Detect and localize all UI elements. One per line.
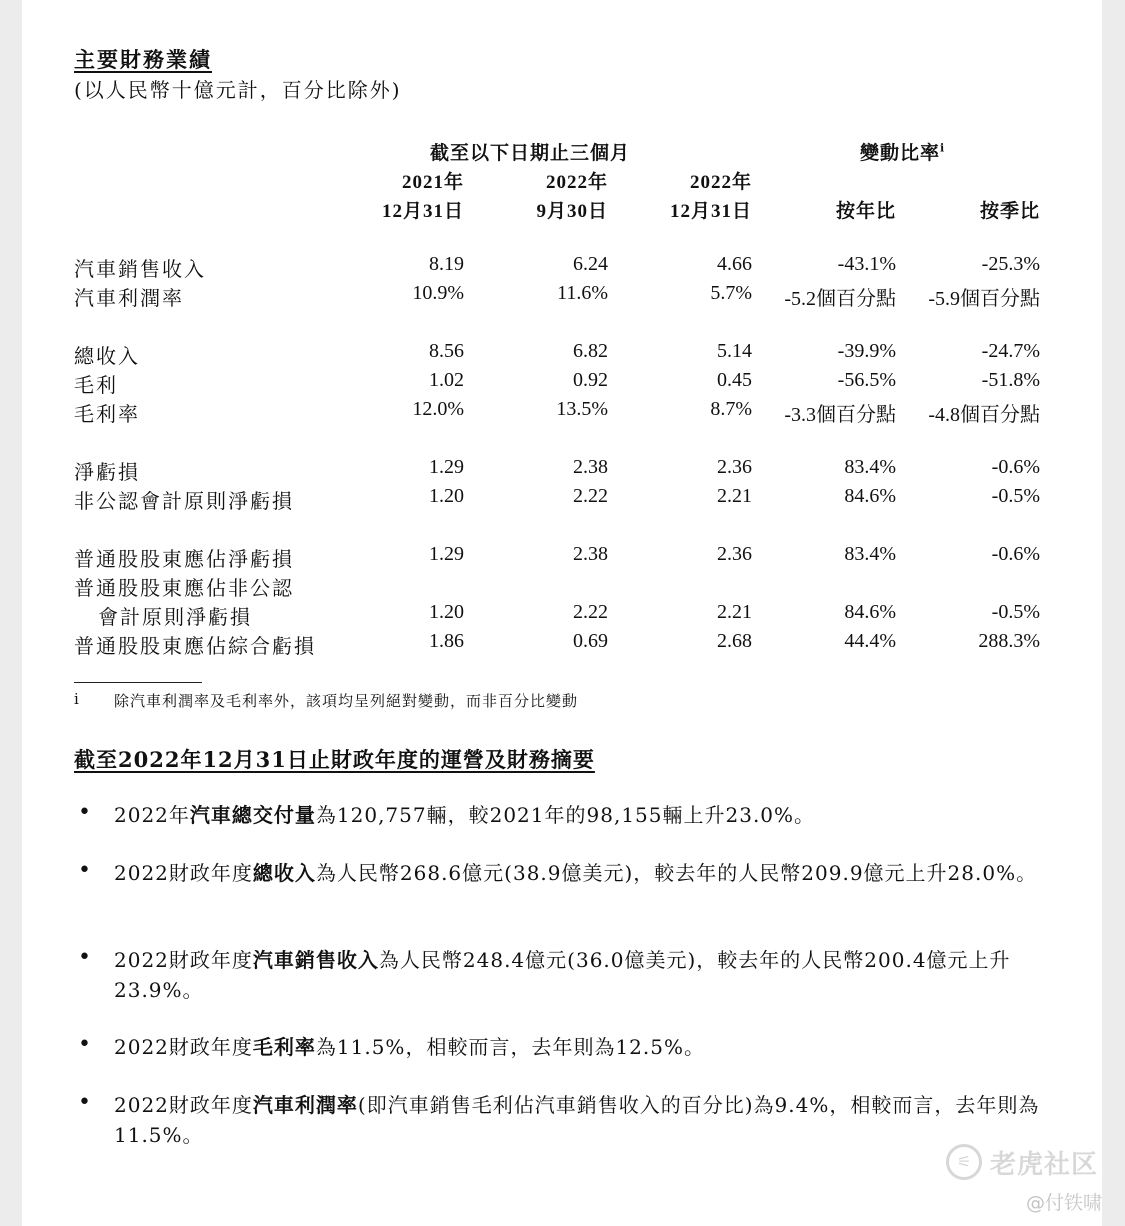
cell-v1: 12.0% [412,398,464,420]
cell-qoq: -0.5% [991,485,1040,507]
cell-v3: 2.36 [717,543,752,565]
cell-qoq: 288.3% [978,630,1040,652]
footnote-text: 除汽車利潤率及毛利率外，該項均呈列絕對變動，而非百分比變動 [114,692,579,710]
cell-qoq: -24.7% [981,340,1040,362]
col1-date: 12月31日 [381,201,464,222]
row-label: 毛利率 [74,402,140,426]
col2-date: 9月30日 [536,201,608,222]
col1-year: 2021年 [401,172,464,193]
page-subtitle: (以人民幣十億元計，百分比除外) [74,78,402,102]
cell-v3: 5.7% [710,282,752,304]
bullet-dot: • [78,800,91,825]
cell-yoy: -5.2個百分點 [784,288,896,310]
cell-qoq: -0.6% [991,543,1040,565]
cell-v1: 1.20 [429,601,464,623]
cell-v3: 2.21 [717,601,752,623]
watermark-author: @付铁啸 [1026,1192,1103,1214]
cell-yoy: 84.6% [844,485,896,507]
cell-qoq: -25.3% [981,253,1040,275]
cell-v2: 6.82 [573,340,608,362]
cell-qoq: -5.9個百分點 [928,288,1040,310]
row-label: 普通股股東應佔綜合虧損 [74,634,316,658]
row-label: 汽車利潤率 [74,286,184,310]
bullet-dot: • [78,945,91,970]
row-label: 淨虧損 [74,460,140,484]
col3-date: 12月31日 [669,201,752,222]
cell-qoq: -0.5% [991,601,1040,623]
period-group-header: 截至以下日期止三個月 [430,142,631,164]
cell-v3: 2.36 [717,456,752,478]
cell-v3: 4.66 [717,253,752,275]
col3-year: 2022年 [689,172,752,193]
cell-yoy: -43.1% [837,253,896,275]
footnote-mark: i [74,690,79,708]
cell-yoy: 44.4% [844,630,896,652]
cell-yoy: -39.9% [837,340,896,362]
bullet-dot: • [78,858,91,883]
watermark-brand: 老虎社区 [990,1150,1099,1180]
summary-bullet: 2022財政年度總收入為人民幣268.6億元(38.9億美元)，較去年的人民幣209.9億元上升28.0%。 [114,861,1038,885]
cell-qoq: -51.8% [981,369,1040,391]
change-group-header: 變動比率$^i$ [860,141,946,164]
cell-yoy: 83.4% [844,456,896,478]
cell-v3: 2.68 [717,630,752,652]
row-label-continued: 會計原則淨虧損 [98,605,252,629]
cell-yoy: -56.5% [837,369,896,391]
cell-v3: 5.14 [717,340,752,362]
cell-yoy: -3.3個百分點 [784,404,896,426]
cell-v1: 1.20 [429,485,464,507]
cell-yoy: 84.6% [844,601,896,623]
summary-bullet: 2022財政年度汽車銷售收入為人民幣248.4億元(36.0億美元)，較去年的人民幣200.4億元上升23.9%。 [114,948,1011,1002]
row-label: 總收入 [74,344,140,368]
cell-v1: 8.56 [429,340,464,362]
bullet-dot: • [78,1090,91,1115]
tiger-logo-icon: ⚟ [946,1144,982,1180]
cell-v1: 1.29 [429,456,464,478]
cell-v2: 6.24 [573,253,608,275]
cell-v2: 2.22 [573,485,608,507]
row-label: 汽車銷售收入 [74,257,206,281]
summary-bullet: 2022財政年度毛利率為11.5%，相較而言，去年則為12.5%。 [114,1035,705,1059]
cell-v2: 2.22 [573,601,608,623]
cell-v3: 8.7% [710,398,752,420]
cell-v2: 11.6% [557,282,608,304]
bullet-dot: • [78,1032,91,1057]
row-label: 普通股股東應佔非公認 [74,576,294,600]
cell-qoq: -0.6% [991,456,1040,478]
cell-v2: 2.38 [573,456,608,478]
footnote-divider [74,682,202,683]
row-label: 普通股股東應佔淨虧損 [74,547,294,571]
summary-bullet: 2022年汽車總交付量為120,757輛，較2021年的98,155輛上升23.0%。 [114,803,816,827]
qoq-header: 按季比 [979,200,1040,222]
cell-qoq: -4.8個百分點 [928,404,1040,426]
summary-bullet: 2022財政年度汽車利潤率(即汽車銷售毛利佔汽車銷售收入的百分比)為9.4%，相較而言，去年則為11.5%。 [114,1093,1040,1147]
cell-v1: 1.29 [429,543,464,565]
cell-v1: 10.9% [412,282,464,304]
cell-v2: 0.92 [573,369,608,391]
cell-v2: 13.5% [556,398,608,420]
cell-v1: 8.19 [429,253,464,275]
yoy-header: 按年比 [835,200,896,222]
cell-v1: 1.86 [429,630,464,652]
cell-v3: 0.45 [717,369,752,391]
cell-v1: 1.02 [429,369,464,391]
cell-yoy: 83.4% [844,543,896,565]
row-label: 非公認會計原則淨虧損 [74,489,294,513]
col2-year: 2022年 [545,172,608,193]
cell-v2: 0.69 [573,630,608,652]
summary-title: 截至2022年12月31日止財政年度的運營及財務摘要 [74,747,595,772]
cell-v3: 2.21 [717,485,752,507]
cell-v2: 2.38 [573,543,608,565]
page-title: 主要財務業績 [74,47,212,72]
row-label: 毛利 [74,373,118,397]
